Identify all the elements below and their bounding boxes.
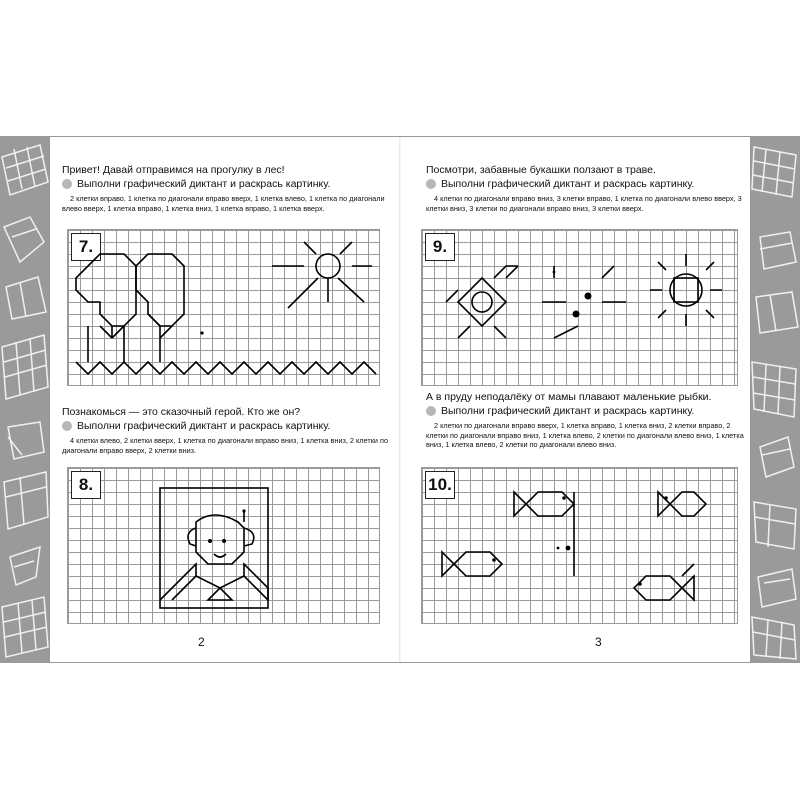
task-label: Выполни графический диктант и раскрась картинку. [441,178,695,190]
exercise-10-grid [421,467,738,624]
grass-zigzag [76,362,376,374]
exercise-7-text [62,163,392,213]
tree-2-crown [136,254,184,326]
bug-3-square [674,278,698,302]
exercise-10-drawing [422,468,739,625]
collar [172,576,268,600]
instructions-text: 2 клетки вправо, 1 клетка по диагонали вправо вверх, 1 клетка влево, 1 клетка по диагонали влево вверх, 1 клетка вправо, 1 клетка вниз, 1 клетка вправо, 1 клетка вверх. [62,194,385,213]
exercise-number: 8. [71,471,101,499]
page-number-left: 2 [198,635,205,649]
instructions-text: 4 клетки по диагонали вправо вниз, 3 клетки вправо, 1 клетка по диагонали влево вверх, 3 клетки вниз, 3 клетки по диагонали вправо вниз, 3 клетки вверх. [426,194,742,213]
page-fold [399,137,401,662]
exercise-instructions [62,436,392,455]
exercise-intro: А в пруду неподалёку от мамы плавают маленькие рыбки. [426,391,712,403]
left-ear [188,528,196,546]
right-margin-pattern [750,137,800,662]
bullet-icon [62,179,72,189]
frame-rect [160,488,268,608]
exercise-9-drawing [422,230,739,387]
fish-3 [658,492,706,516]
page-number-right: 3 [595,635,602,649]
tree-1-crown [76,254,136,326]
sun-circle [316,254,340,278]
bug-1-circle [472,292,492,312]
exercise-task [62,419,392,433]
mouth [214,554,226,557]
exercise-intro: Привет! Давай отправимся на прогулку в лес! [62,164,285,176]
bug-3-rays [650,254,722,326]
exercise-9-grid [421,229,738,386]
exercise-8-grid [67,467,380,624]
exercise-number: 9. [425,233,455,261]
bug-2-legs [542,266,626,338]
exercise-8-drawing [68,468,381,625]
bullet-icon [62,421,72,431]
fish-2 [442,552,502,576]
exercise-instructions [62,194,392,213]
exercise-intro: Познакомься — это сказочный герой. Кто же он? [62,406,301,418]
bullet-icon [426,179,436,189]
fish-4 [634,564,694,600]
exercise-number: 7. [71,233,101,261]
bullet-icon [426,406,436,416]
left-margin-pattern [0,137,50,662]
exercise-task [426,404,746,418]
exercise-task [62,177,392,191]
exercise-number: 10. [425,471,455,499]
task-label: Выполни графический диктант и раскрась картинку. [77,420,331,432]
task-label: Выполни графический диктант и раскрась картинку. [77,178,331,190]
fish-1 [514,492,574,516]
right-ear [244,528,254,546]
sun-rays [272,242,372,308]
exercise-task [426,177,746,191]
exercise-8-text [62,405,392,455]
right-decorative-margin [750,137,800,662]
exercise-instructions [426,421,746,450]
left-decorative-margin [0,137,50,662]
exercise-instructions [426,194,746,213]
exercise-intro: Посмотри, забавные букашки ползают в траве. [426,164,656,176]
instructions-text: 2 клетки по диагонали вправо вверх, 1 клетка вправо, 1 клетка вниз, 2 клетки вправо, 2 клетки по диагонали вправо вниз, 1 клетка влево, 2 клетки по диагонали влево вниз, 1 клетка вниз, 1 клетка влево, 2 клетки по диагонали влево вниз. [426,421,744,450]
bug-1-legs [446,266,518,338]
bug-1-diamond [458,278,506,326]
exercise-7-grid [67,229,380,386]
exercise-9-text [426,163,746,213]
exercise-10-text [426,390,746,450]
instructions-text: 4 клетки влево, 2 клетки вверх, 1 клетка по диагонали вправо вниз, 1 клетка вниз, 2 клетки по диагонали вправо вверх, 2 клетки вниз. [62,436,389,455]
task-label: Выполни графический диктант и раскрась картинку. [441,405,695,417]
exercise-7-drawing [68,230,381,387]
